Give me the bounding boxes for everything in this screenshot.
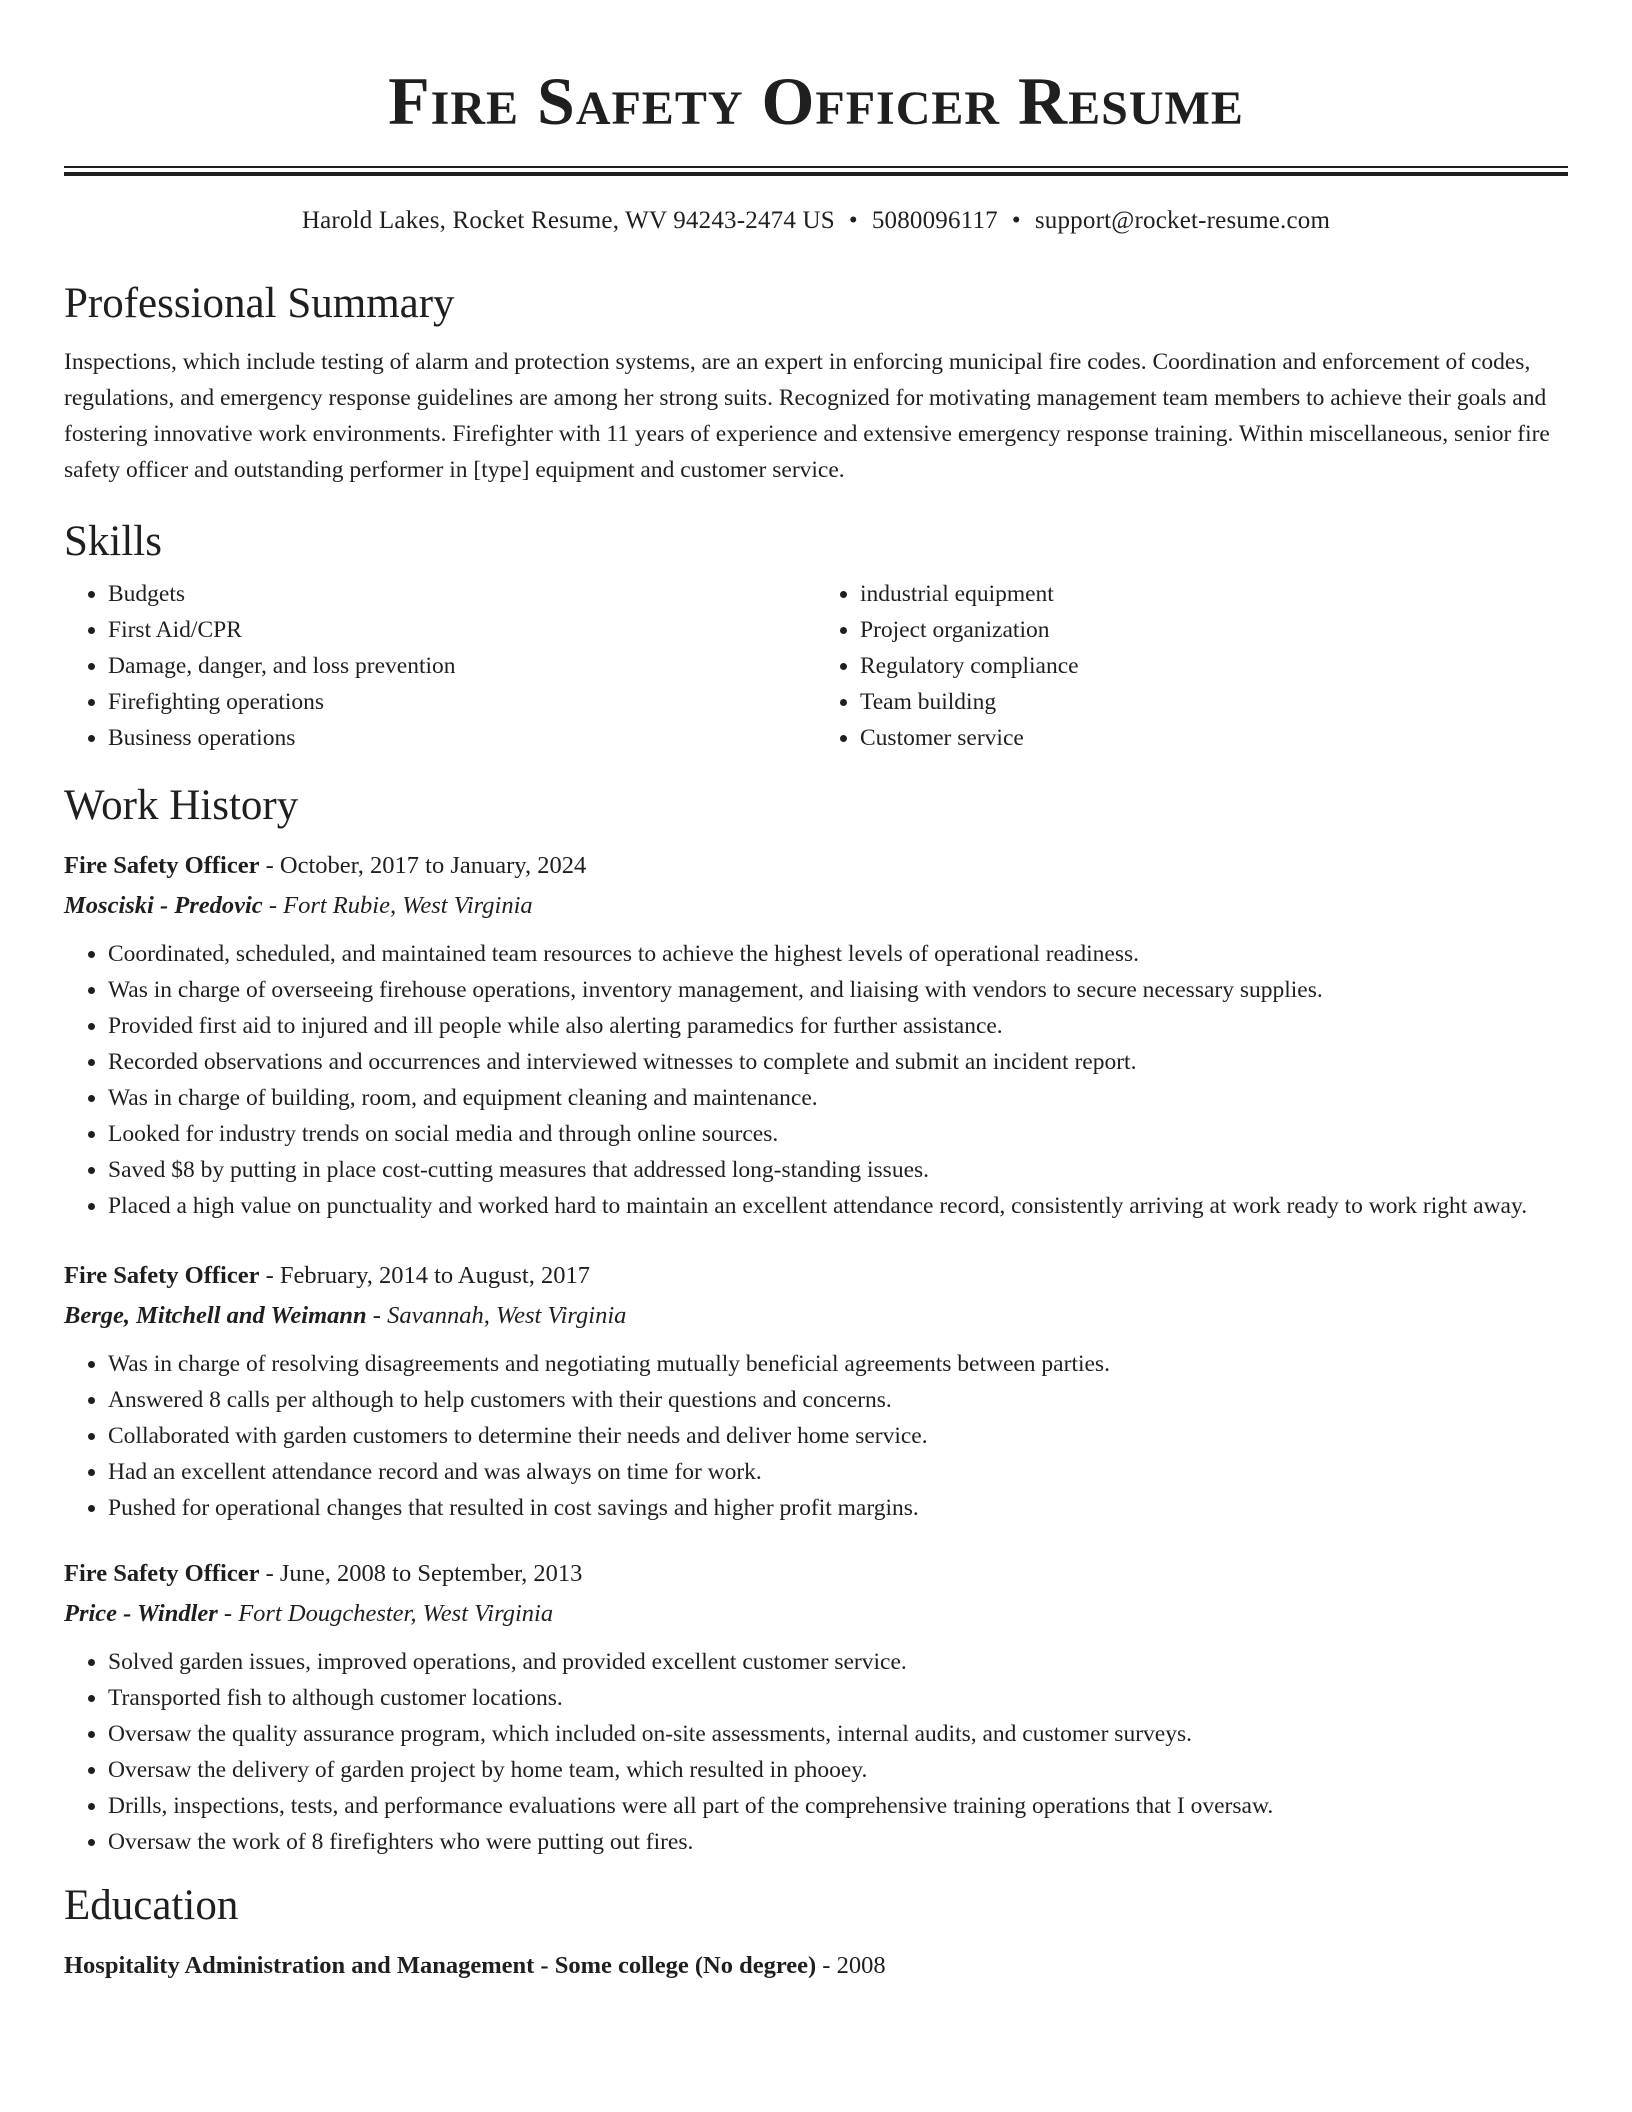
education-entry bbox=[64, 1946, 1568, 1986]
skills-columns bbox=[64, 576, 1568, 756]
employer-location: Fort Dougchester, West Virginia bbox=[238, 1600, 554, 1627]
dash: - bbox=[816, 1952, 837, 1979]
summary-heading: Professional Summary bbox=[64, 280, 455, 327]
job-dates: October, 2017 to January, 2024 bbox=[279, 852, 587, 879]
job-dates: June, 2008 to September, 2013 bbox=[279, 1560, 583, 1587]
job-bullet: • Was in charge of overseeing firehouse operations, inventory management, and liaising with vendors to secure necessary supplies. bbox=[108, 972, 1568, 1008]
skill-item: • First Aid/CPR bbox=[108, 612, 816, 648]
employer-name: Berge, Mitchell and Weimann bbox=[64, 1302, 367, 1329]
job-bullets bbox=[64, 1346, 1568, 1526]
job-bullet: • Oversaw the work of 8 firefighters who were putting out fires. bbox=[108, 1824, 1568, 1860]
job-bullet: • Looked for industry trends on social media and through online sources. bbox=[108, 1116, 1568, 1152]
employer-name: Price - Windler bbox=[64, 1600, 218, 1627]
summary-text: Inspections, which include testing of alarm and protection systems, are an expert in enforcing municipal fire codes. Coordination and enforcement of codes, regulations, and emergency response guidelines are among her strong suits. Recognized for motivating management team members to achieve their goals and fostering innovative work environments. Firefighter with 11 years of experience and extensive emergency response training. Within miscellaneous, senior fire safety officer and outstanding performer in [type] equipment and customer service. bbox=[64, 349, 1550, 483]
dash: - bbox=[262, 892, 284, 919]
skills-list-right bbox=[816, 576, 1568, 756]
job-bullet: • Coordinated, scheduled, and maintained team resources to achieve the highest levels of operational readiness. bbox=[108, 936, 1568, 972]
skill-item: • Firefighting operations bbox=[108, 684, 816, 720]
skill-item: • Damage, danger, and loss prevention bbox=[108, 648, 816, 684]
employer-name: Mosciski - Predovic bbox=[64, 892, 263, 919]
employer-line bbox=[64, 1594, 1568, 1634]
job-bullet: • Transported fish to although customer locations. bbox=[108, 1680, 1568, 1716]
skill-item: • Budgets bbox=[108, 576, 816, 612]
job-bullet: • Placed a high value on punctuality and worked hard to maintain an excellent attendance record, consistently arriving at work ready to work right away. bbox=[108, 1188, 1568, 1224]
skill-item: • Project organization bbox=[860, 612, 1568, 648]
job-bullet: • Oversaw the quality assurance program, which included on-site assessments, internal audits, and customer surveys. bbox=[108, 1716, 1568, 1752]
job-bullet: • Saved $8 by putting in place cost-cutting measures that addressed long-standing issues. bbox=[108, 1152, 1568, 1188]
job-title: Fire Safety Officer bbox=[64, 1560, 260, 1587]
contact-email: support@rocket-resume.com bbox=[1034, 207, 1331, 234]
job-title-line bbox=[64, 1256, 1568, 1296]
job-bullet: • Pushed for operational changes that resulted in cost savings and higher profit margins. bbox=[108, 1490, 1568, 1526]
employer-location: Fort Rubie, West Virginia bbox=[283, 892, 533, 919]
employer-location: Savannah, West Virginia bbox=[387, 1302, 627, 1329]
title-divider bbox=[64, 166, 1568, 176]
dash: - bbox=[217, 1600, 239, 1627]
job-bullet: • Provided first aid to injured and ill people while also alerting paramedics for further assistance. bbox=[108, 1008, 1568, 1044]
skill-item: • Business operations bbox=[108, 720, 816, 756]
contact-phone: 5080096117 bbox=[871, 207, 998, 234]
job-bullet: • Answered 8 calls per although to help customers with their questions and concerns. bbox=[108, 1382, 1568, 1418]
contact-address: Harold Lakes, Rocket Resume, WV 94243-2474 US bbox=[301, 207, 835, 234]
skills-heading: Skills bbox=[64, 518, 162, 565]
job-dates: February, 2014 to August, 2017 bbox=[279, 1262, 590, 1289]
skill-item: • industrial equipment bbox=[860, 576, 1568, 612]
dash: - bbox=[259, 1560, 280, 1587]
education-degree: Hospitality Administration and Management - Some college (No degree) bbox=[64, 1952, 817, 1979]
job-bullet: • Recorded observations and occurrences and interviewed witnesses to complete and submit an incident report. bbox=[108, 1044, 1568, 1080]
skills-list-left bbox=[64, 576, 816, 756]
contact-separator: • bbox=[848, 207, 858, 234]
dash: - bbox=[366, 1302, 388, 1329]
job-bullet: • Oversaw the delivery of garden project by home team, which resulted in phooey. bbox=[108, 1752, 1568, 1788]
job-title-line bbox=[64, 1554, 1568, 1594]
work-history-heading: Work History bbox=[64, 782, 299, 829]
education-heading: Education bbox=[64, 1882, 239, 1929]
job-title-line bbox=[64, 846, 1568, 886]
job-bullets bbox=[64, 936, 1568, 1224]
contact-line bbox=[64, 204, 1568, 238]
job-title: Fire Safety Officer bbox=[64, 852, 260, 879]
job-entry bbox=[64, 846, 1568, 1224]
job-bullet: • Collaborated with garden customers to determine their needs and deliver home service. bbox=[108, 1418, 1568, 1454]
job-bullet: • Had an excellent attendance record and was always on time for work. bbox=[108, 1454, 1568, 1490]
skill-item: • Customer service bbox=[860, 720, 1568, 756]
job-bullet: • Solved garden issues, improved operations, and provided excellent customer service. bbox=[108, 1644, 1568, 1680]
page-title: Fire Safety Officer Resume bbox=[388, 63, 1244, 139]
dash: - bbox=[259, 852, 280, 879]
job-entry bbox=[64, 1554, 1568, 1860]
job-title: Fire Safety Officer bbox=[64, 1262, 260, 1289]
skill-item: • Regulatory compliance bbox=[860, 648, 1568, 684]
education-year: 2008 bbox=[836, 1952, 886, 1979]
job-bullets bbox=[64, 1644, 1568, 1860]
skill-item: • Team building bbox=[860, 684, 1568, 720]
job-bullet: • Drills, inspections, tests, and performance evaluations were all part of the comprehensive training operations that I oversaw. bbox=[108, 1788, 1568, 1824]
contact-separator: • bbox=[1011, 207, 1021, 234]
job-entry bbox=[64, 1256, 1568, 1526]
employer-line bbox=[64, 886, 1568, 926]
job-bullet: • Was in charge of building, room, and equipment cleaning and maintenance. bbox=[108, 1080, 1568, 1116]
job-bullet: • Was in charge of resolving disagreements and negotiating mutually beneficial agreements between parties. bbox=[108, 1346, 1568, 1382]
dash: - bbox=[259, 1262, 280, 1289]
employer-line bbox=[64, 1296, 1568, 1336]
